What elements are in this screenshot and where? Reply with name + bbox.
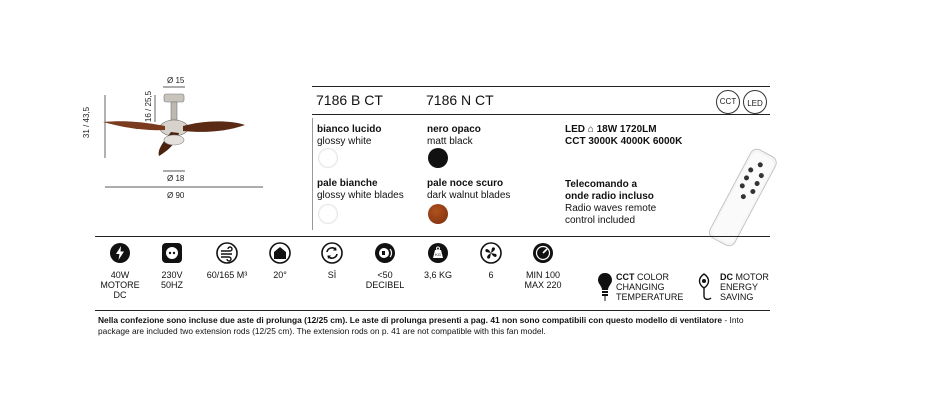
table-bottom-rule (95, 236, 770, 237)
dim-height-rod: 16 / 25,5 (144, 90, 154, 123)
cct-feature-bold: CCT (616, 272, 635, 282)
dc-feature-line2: ENERGY (720, 282, 759, 292)
models-rule (312, 114, 770, 115)
cct-color-icon (596, 272, 614, 302)
note-italian: Nella confezione sono incluse due aste di prolunga (12/25 cm). Le aste di prolunga presenti a pag. 41 non sono compatibili con questo modello di ventilatore (98, 315, 723, 325)
swatch-white-body (318, 148, 338, 168)
cct-feature-badge (616, 272, 683, 302)
led-circle-badge (743, 90, 767, 114)
fan-blades-icon (480, 242, 502, 264)
model-code-white: 7186 B CT (316, 92, 383, 108)
swatch-white-blades (318, 204, 338, 224)
spec-voltage-value: 230V 50HZ (160, 270, 183, 290)
blades-walnut-en: dark walnut blades (427, 190, 511, 201)
spec-power (90, 242, 150, 300)
spec-voltage (142, 242, 202, 290)
dc-feature-line1: MOTOR (735, 272, 769, 282)
spec-rpm-value: MIN 100 MAX 220 (524, 270, 562, 290)
cct-badge-label: CCT (719, 97, 737, 106)
wind-icon (216, 242, 238, 264)
weight-icon (427, 242, 449, 264)
led-badge-label: LED (747, 99, 763, 108)
remote-en-2: control included (565, 215, 636, 226)
table-left-rule (312, 118, 313, 230)
cct-feature-line2: CHANGING (616, 282, 665, 292)
spec-reverse-value: SÌ (327, 270, 337, 280)
spec-speeds (461, 242, 521, 280)
note-english: - Into package are included two extension rods (12/25 cm). The extension rods on p. 41 are not compatible with this fan model. (98, 315, 744, 336)
led-spec: LED ⌂ 18W 1720LM (565, 124, 657, 135)
fan-silhouette (85, 70, 300, 205)
blades-walnut-it: pale noce scuro (427, 178, 504, 189)
spec-reverse (302, 242, 362, 280)
sound-icon (374, 242, 396, 264)
cct-circle-badge (716, 90, 740, 114)
cct-feature-line1: COLOR (637, 272, 670, 282)
remote-it-2: onde radio incluso (565, 191, 654, 202)
blades-white-en: glossy white blades (317, 190, 404, 201)
lightning-icon (109, 242, 131, 264)
cct-spec: CCT 3000K 4000K 6000K (565, 136, 683, 147)
finish-black-en: matt black (427, 136, 473, 147)
spec-noise (355, 242, 415, 290)
swatch-black-body (428, 148, 448, 168)
swatch-walnut-blades (428, 204, 448, 224)
dim-height-total: 31 / 43,5 (82, 106, 92, 139)
note-rule (95, 310, 770, 311)
spec-airflow (197, 242, 257, 280)
blades-white-it: pale bianche (317, 178, 378, 189)
spec-power-value: 40W MOTORE DC (100, 270, 140, 300)
speed-dial-icon (532, 242, 554, 264)
top-rule (312, 86, 770, 87)
house-angle-icon (269, 242, 291, 264)
dc-feature-badge (720, 272, 769, 302)
finish-white-en: glossy white (317, 136, 372, 147)
dim-top-diameter: Ø 15 (167, 76, 185, 85)
dc-feature-bold: DC (720, 272, 733, 282)
dc-feature-line3: SAVING (720, 292, 754, 302)
spec-airflow-value: 60/165 M³ (206, 270, 248, 280)
svg-text:KG: KG (435, 252, 441, 257)
spec-speeds-value: 6 (488, 270, 494, 280)
fan-dimension-drawing (82, 70, 300, 205)
plug-socket-icon (161, 242, 183, 264)
spec-weight (408, 242, 468, 280)
remote-it-1: Telecomando a (565, 179, 638, 190)
extension-rods-note (98, 315, 773, 337)
spec-angle-value: 20° (273, 270, 287, 280)
reverse-arrows-icon (321, 242, 343, 264)
spec-weight-value: 3,6 KG (423, 270, 452, 280)
spec-noise-value: <50 DECIBEL (365, 270, 405, 290)
dim-bottom-diameter: Ø 18 (167, 174, 185, 183)
finish-white-it: bianco lucido (317, 124, 382, 135)
model-code-black: 7186 N CT (426, 92, 494, 108)
spec-angle (250, 242, 310, 280)
cct-feature-line3: TEMPERATURE (616, 292, 684, 302)
remote-en-1: Radio waves remote (565, 203, 657, 214)
spec-rpm (513, 242, 573, 290)
dc-motor-plug-icon (694, 272, 714, 302)
finish-black-it: nero opaco (427, 124, 481, 135)
dim-span: Ø 90 (167, 191, 185, 200)
